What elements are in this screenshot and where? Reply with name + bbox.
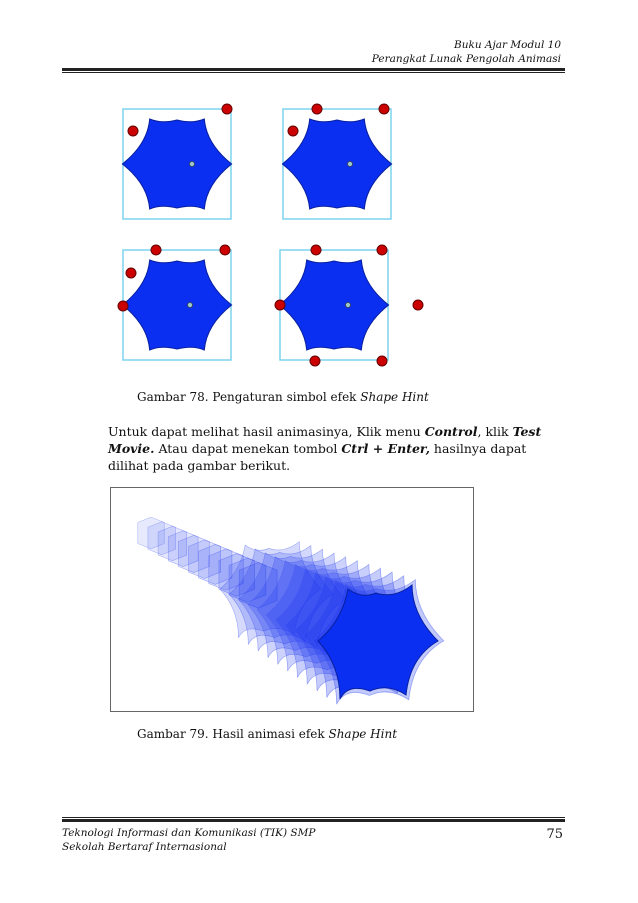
footer-line-2: Sekolah Bertaraf Internasional [62,841,227,853]
footer-rule-thin [62,817,565,818]
footer-line-1: Teknologi Informasi dan Komunikasi (TIK) SMP [62,827,316,839]
shape-hint-marker [377,245,387,255]
shape-hint-marker [151,245,161,255]
header-rule [62,68,565,71]
shortcut-ctrl-enter: Ctrl + Enter, [341,441,430,456]
shape-hint-marker [220,245,230,255]
shape-hint-marker [128,126,138,136]
footer-rule [62,819,565,822]
caption-text: Gambar 79. Hasil animasi efek [137,727,329,741]
registration-point [348,162,353,167]
caption-emphasis: Shape Hint [360,390,429,404]
shape-hint-marker [379,104,389,114]
shape-hint-marker [413,300,423,310]
shape-hint-marker [288,126,298,136]
shape-hint-marker [377,356,387,366]
star-shape [122,119,231,209]
shape-hint-marker [275,300,285,310]
menu-item-test-movie: Test Movie. [108,424,542,456]
registration-point [346,303,351,308]
figure-79-animation-trail [111,488,473,711]
figure-78-caption [137,390,429,404]
star-shape [282,119,391,209]
shape-hint-marker [126,268,136,278]
paragraph-text: Atau dapat menekan tombol [154,441,342,456]
star-shape [279,260,388,350]
shape-hint-marker [222,104,232,114]
menu-name-control: Control [424,424,478,439]
figure-79-frame [110,487,474,712]
header-subtitle: Perangkat Lunak Pengolah Animasi [371,53,561,65]
figure-78-shape-hint-grid [110,98,430,370]
paragraph-text: Untuk dapat melihat hasil animasinya, Klik menu [108,424,425,439]
header-module-title: Buku Ajar Modul 10 [453,39,561,51]
page-number: 75 [546,827,563,842]
footer-text [62,826,315,854]
body-paragraph [108,423,563,474]
shape-hint-marker [310,356,320,366]
header-rule-thin [62,72,565,73]
caption-emphasis: Shape Hint [328,727,398,741]
caption-text: Gambar 78. Pengaturan simbol efek [137,390,361,404]
shape-hint-marker [311,245,321,255]
shape-hint-marker [312,104,322,114]
shape-hint-marker [118,301,128,311]
paragraph-text: , klik [477,424,513,439]
paragraph-text: hasilnya dapat dilihat pada gambar berikut. [108,441,527,473]
star-shape [122,260,231,350]
registration-point [190,162,195,167]
registration-point [188,303,193,308]
figure-79-caption [137,727,397,741]
